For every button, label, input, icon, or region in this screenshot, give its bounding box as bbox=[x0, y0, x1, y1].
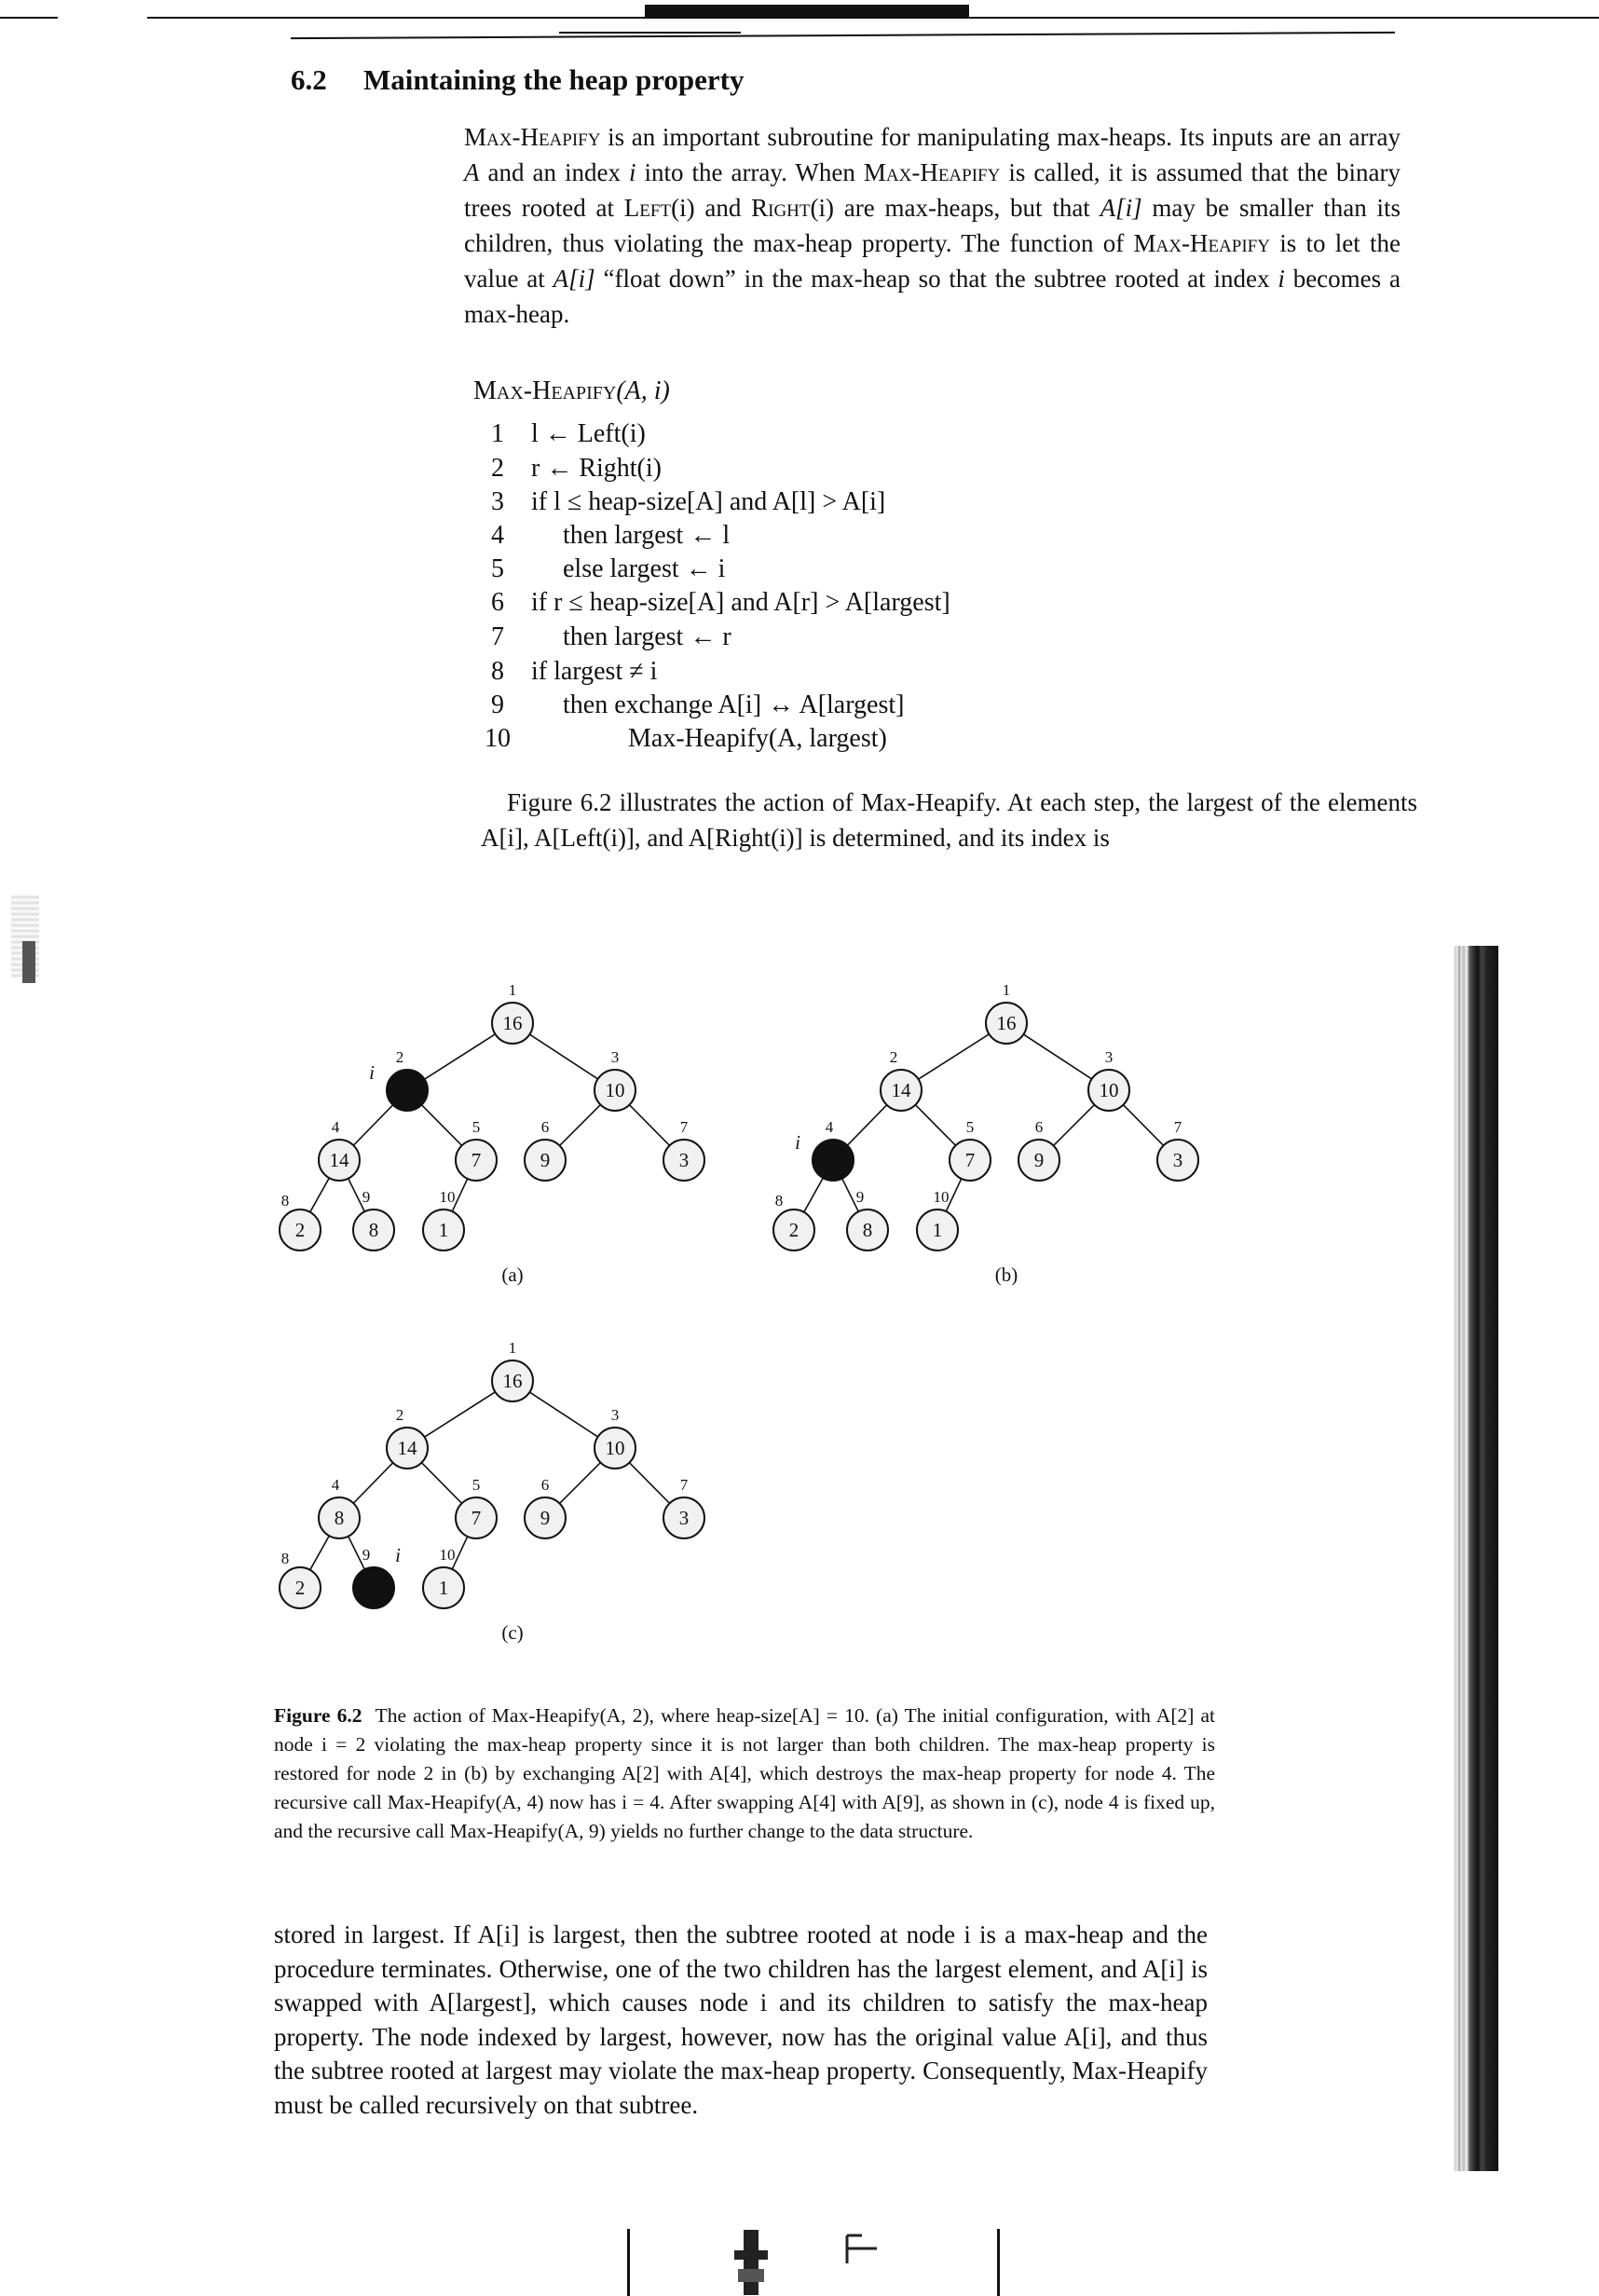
tree-edge bbox=[310, 1178, 330, 1212]
node-value: 8 bbox=[862, 1219, 873, 1241]
var: A bbox=[464, 158, 480, 186]
node-index-label: 5 bbox=[965, 1118, 975, 1136]
node-index-label: 4 bbox=[331, 1118, 340, 1136]
code-line-10 bbox=[479, 724, 1318, 758]
node-index-label: 8 bbox=[774, 1192, 784, 1210]
node-index-label: 8 bbox=[280, 1550, 290, 1567]
text: may be smaller than its children, thus violating the max-heap property. The function of bbox=[464, 194, 1401, 257]
text: (i) bbox=[810, 194, 834, 222]
text: “float down” in the max-heap so that the subtree rooted at index bbox=[594, 265, 1278, 293]
bottom-mark bbox=[727, 2222, 801, 2296]
node-value: 7 bbox=[964, 1149, 976, 1171]
node-index-label: 6 bbox=[540, 1476, 550, 1494]
code-line-2 bbox=[479, 454, 1318, 487]
pseudocode-title bbox=[473, 376, 670, 406]
node-index-label: 3 bbox=[1104, 1048, 1114, 1066]
code-text: else largest ← i bbox=[563, 554, 726, 583]
line-number: 6 bbox=[491, 588, 504, 617]
line-number: 2 bbox=[491, 454, 504, 483]
tree-edge bbox=[310, 1536, 330, 1570]
code-text: r ← Right(i) bbox=[531, 454, 662, 483]
expr: A[i] bbox=[1100, 194, 1142, 222]
tree-a bbox=[280, 981, 704, 1286]
intro-paragraph bbox=[464, 119, 1401, 332]
line-number: 9 bbox=[491, 690, 504, 719]
section-title: Maintaining the heap property bbox=[363, 63, 745, 96]
node-value: 2 bbox=[294, 1577, 306, 1599]
node-value: 1 bbox=[438, 1577, 449, 1599]
figure-intro-paragraph bbox=[481, 785, 1417, 855]
scan-edge-strip bbox=[1454, 946, 1498, 2171]
node-index-label: 9 bbox=[362, 1188, 371, 1206]
node-i-marker-circle bbox=[813, 1140, 854, 1181]
scan-left-mark bbox=[22, 941, 35, 983]
node-value: 3 bbox=[678, 1149, 690, 1171]
header-rule bbox=[291, 32, 1395, 39]
code-text: Max-Heapify(A, largest) bbox=[628, 724, 887, 753]
node-index-label: 1 bbox=[508, 981, 517, 999]
tree-edge bbox=[560, 1105, 601, 1146]
node-value: 1 bbox=[932, 1219, 943, 1241]
top-rule-sub bbox=[559, 32, 741, 34]
node-index-label: 7 bbox=[679, 1476, 689, 1494]
node-index-label: 7 bbox=[1173, 1118, 1182, 1136]
node-index-label: 2 bbox=[395, 1406, 404, 1424]
node-value: 9 bbox=[1033, 1149, 1045, 1171]
var: i bbox=[628, 158, 636, 186]
node-index-label: 8 bbox=[280, 1192, 290, 1210]
bottom-bar-right bbox=[997, 2229, 1000, 2296]
node-value: 10 bbox=[1099, 1079, 1119, 1101]
figure-caption bbox=[274, 1702, 1215, 1846]
expr: A[i] bbox=[553, 265, 595, 293]
code-line-3 bbox=[479, 487, 1318, 521]
node-value: 8 bbox=[368, 1219, 379, 1241]
figure-intro-text: Figure 6.2 illustrates the action of Max-Heapify. At each step, the largest of the elements A[i], A[Left(i)], and A[Right(i)] is determined, and its index is bbox=[481, 788, 1417, 852]
code-text: if r ≤ heap-size[A] and A[r] > A[largest] bbox=[531, 588, 950, 617]
node-value: 8 bbox=[334, 1507, 345, 1529]
node-index-label: 4 bbox=[331, 1476, 340, 1494]
node-value: 2 bbox=[788, 1219, 800, 1241]
node-index-label: 9 bbox=[855, 1188, 865, 1206]
node-value: 14 bbox=[397, 1437, 417, 1459]
i-marker-label: i bbox=[795, 1131, 800, 1154]
node-index-label: 2 bbox=[889, 1048, 898, 1066]
tree-edge bbox=[421, 1105, 461, 1146]
tree-edge bbox=[425, 1034, 496, 1079]
tree-sublabel: (b) bbox=[994, 1264, 1018, 1286]
code-text: if largest ≠ i bbox=[531, 657, 658, 686]
line-number: 1 bbox=[491, 419, 504, 448]
node-index-label: 7 bbox=[679, 1118, 689, 1136]
line-number: 3 bbox=[491, 487, 504, 516]
line-number: 4 bbox=[491, 521, 504, 550]
tree-edge bbox=[529, 1392, 597, 1437]
node-index-label: 10 bbox=[439, 1188, 456, 1206]
i-marker-label: i bbox=[395, 1544, 401, 1566]
node-i-marker-circle bbox=[387, 1070, 428, 1111]
code-line-6 bbox=[479, 588, 1318, 622]
fn-name: Left bbox=[623, 194, 672, 222]
text: and bbox=[694, 194, 752, 222]
tree-edge bbox=[1123, 1105, 1163, 1146]
code-text: then largest ← r bbox=[563, 622, 731, 651]
node-value: 9 bbox=[540, 1507, 551, 1529]
tree-edge bbox=[529, 1034, 597, 1079]
heap-figure bbox=[261, 950, 1249, 1659]
code-text: then exchange A[i] ↔ A[largest] bbox=[563, 690, 905, 719]
fn-name: Right bbox=[751, 194, 811, 222]
node-value: 3 bbox=[678, 1507, 690, 1529]
proc-name: Max-Heapify bbox=[473, 376, 617, 405]
node-value: 7 bbox=[471, 1149, 482, 1171]
node-i-marker-circle bbox=[353, 1567, 394, 1608]
tree-edge bbox=[629, 1105, 669, 1146]
line-number: 10 bbox=[485, 724, 511, 753]
node-value: 10 bbox=[605, 1437, 625, 1459]
tree-sublabel: (a) bbox=[501, 1264, 524, 1286]
node-index-label: 10 bbox=[933, 1188, 950, 1206]
node-index-label: 1 bbox=[508, 1339, 517, 1357]
code-line-8 bbox=[479, 657, 1318, 690]
node-index-label: 5 bbox=[472, 1118, 481, 1136]
tree-edge bbox=[421, 1463, 461, 1504]
node-index-label: 10 bbox=[439, 1546, 456, 1564]
params: (A, i) bbox=[616, 376, 670, 405]
code-line-1 bbox=[479, 419, 1318, 453]
text: is to let the value at bbox=[464, 229, 1401, 293]
top-rule-main bbox=[147, 17, 1599, 19]
tree-edge bbox=[915, 1105, 955, 1146]
node-value: 16 bbox=[502, 1370, 523, 1392]
var: i bbox=[1278, 265, 1285, 293]
proc-name: Max-Heapify bbox=[464, 123, 601, 151]
tree-c bbox=[280, 1339, 704, 1644]
node-index-label: 4 bbox=[825, 1118, 834, 1136]
proc-name: Max-Heapify bbox=[863, 158, 1001, 186]
text: into the array. When bbox=[636, 158, 864, 186]
top-rule-heavy bbox=[645, 5, 969, 17]
bottom-bar-left bbox=[627, 2229, 630, 2296]
node-index-label: 1 bbox=[1002, 981, 1011, 999]
i-marker-label: i bbox=[369, 1061, 375, 1084]
tree-edge bbox=[629, 1463, 669, 1504]
code-text: if l ≤ heap-size[A] and A[l] > A[i] bbox=[531, 487, 886, 516]
node-index-label: 6 bbox=[540, 1118, 550, 1136]
tree-sublabel: (c) bbox=[501, 1621, 524, 1644]
tree-edge bbox=[425, 1392, 496, 1437]
top-rule-left bbox=[0, 17, 58, 19]
text: is an important subroutine for manipulating max-heaps. Its inputs are an array bbox=[600, 123, 1401, 151]
text: becomes a max-heap. bbox=[464, 265, 1401, 328]
code-line-9 bbox=[479, 690, 1318, 724]
text: (i) bbox=[671, 194, 695, 222]
text: and an index bbox=[479, 158, 629, 186]
tree-edge bbox=[847, 1105, 886, 1145]
node-value: 7 bbox=[471, 1507, 482, 1529]
caption-label: Figure 6.2 bbox=[274, 1704, 362, 1727]
tree-edge bbox=[353, 1463, 392, 1503]
bottom-mark-2 bbox=[843, 2232, 890, 2269]
node-index-label: 9 bbox=[362, 1546, 371, 1564]
bottom-text: stored in largest. If A[i] is largest, then the subtree rooted at node i is a max-heap and the procedure terminates. Otherwise, one of the two children has the largest element, and A[i] is swapped with A[largest], which causes node i and its children to satisfy the max-heap property. The node indexed by largest, however, now has the original value A[i], and thus the subtree rooted at largest may violate the max-heap property. Consequently, Max-Heapify must be called recursively on that subtree. bbox=[274, 1920, 1208, 2119]
code-line-5 bbox=[479, 554, 1318, 588]
node-index-label: 3 bbox=[610, 1048, 620, 1066]
tree-edge bbox=[560, 1463, 601, 1504]
section-heading bbox=[291, 63, 744, 97]
node-value: 14 bbox=[891, 1079, 911, 1101]
node-index-label: 3 bbox=[610, 1406, 620, 1424]
node-index-label: 5 bbox=[472, 1476, 481, 1494]
node-index-label: 2 bbox=[395, 1048, 404, 1066]
proc-name: Max-Heapify bbox=[1133, 229, 1270, 257]
node-value: 9 bbox=[540, 1149, 551, 1171]
caption-text: The action of Max-Heapify(A, 2), where heap-size[A] = 10. (a) The initial configuration, with A[2] at node i = 2 violating the max-heap property since it is not larger than both children. The max-heap property is restored for node 2 in (b) by exchanging A[2] with A[4], which destroys the max-heap property for node 4. The recursive call Max-Heapify(A, 4) now has i = 4. After swapping A[4] with A[9], as shown in (c), node 4 is fixed up, and the recursive call Max-Heapify(A, 9) yields no further change to the data structure. bbox=[274, 1704, 1216, 1842]
code-line-4 bbox=[479, 521, 1318, 554]
line-number: 8 bbox=[491, 657, 504, 686]
code-text: then largest ← l bbox=[563, 521, 731, 550]
tree-b bbox=[773, 981, 1198, 1286]
node-value: 14 bbox=[329, 1149, 349, 1171]
text: is called, it is assumed that the binary trees rooted at bbox=[464, 158, 1401, 222]
tree-edge bbox=[353, 1105, 392, 1145]
node-value: 16 bbox=[502, 1012, 523, 1034]
bottom-paragraph bbox=[274, 1918, 1208, 2122]
node-value: 2 bbox=[294, 1219, 306, 1241]
node-value: 10 bbox=[605, 1079, 625, 1101]
node-value: 3 bbox=[1172, 1149, 1183, 1171]
line-number: 7 bbox=[491, 622, 504, 651]
tree-edge bbox=[1023, 1034, 1091, 1079]
code-line-7 bbox=[479, 622, 1318, 656]
tree-edge bbox=[919, 1034, 990, 1079]
node-value: 16 bbox=[996, 1012, 1017, 1034]
text: are max-heaps, but that bbox=[834, 194, 1100, 222]
node-value: 1 bbox=[438, 1219, 449, 1241]
code-text: l ← Left(i) bbox=[531, 419, 646, 448]
tree-edge bbox=[804, 1178, 824, 1212]
node-index-label: 6 bbox=[1034, 1118, 1044, 1136]
tree-edge bbox=[1054, 1105, 1095, 1146]
section-number: 6.2 bbox=[291, 63, 327, 96]
line-number: 5 bbox=[491, 554, 504, 583]
